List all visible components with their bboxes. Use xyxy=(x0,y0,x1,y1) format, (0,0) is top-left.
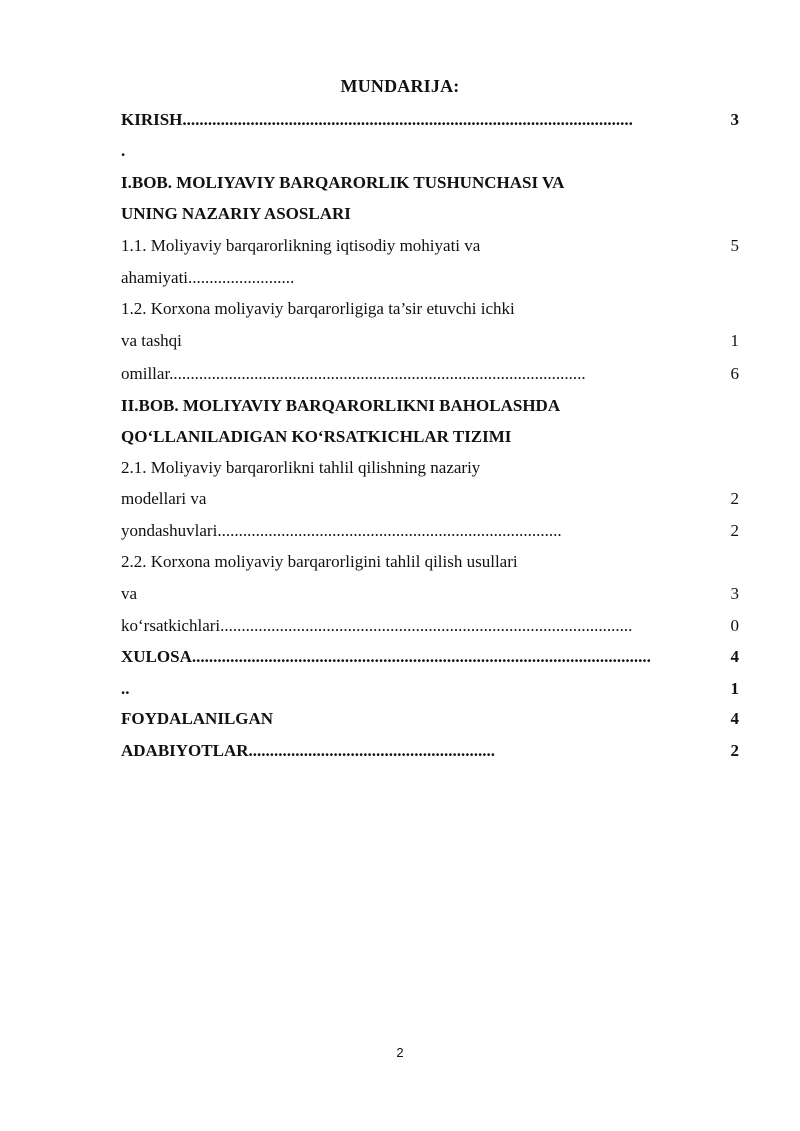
toc-entry-xulosa-continued: .. xyxy=(121,679,130,698)
toc-page-references-b: 2 xyxy=(730,741,739,760)
toc-heading: MUNDARIJA: xyxy=(340,76,460,96)
toc-section-2-1-line-3: yondashuvlari................................................................................. xyxy=(121,521,562,540)
toc-entry-references-line-2: ADABIYOTLAR.......................................................... xyxy=(121,741,496,760)
toc-section-2-2-line-2: va xyxy=(121,584,138,603)
toc-page-xulosa-b: 1 xyxy=(730,679,739,698)
toc-section-1-1-line-1: 1.1. Moliyaviy barqarorlikning iqtisodiy mohiyati va xyxy=(121,236,481,255)
toc-page-2-2-a: 3 xyxy=(730,584,739,603)
toc-section-2-2-line-3: ko‘rsatkichlari................................................................................................. xyxy=(121,616,633,635)
toc-page-xulosa-a: 4 xyxy=(730,647,739,666)
page-number: 2 xyxy=(396,1045,404,1060)
toc-section-1-2-line-2: va tashqi xyxy=(121,331,182,350)
toc-chapter-1-title-line-2: UNING NAZARIY ASOSLARI xyxy=(121,204,351,223)
toc-page-references-a: 4 xyxy=(730,709,739,728)
toc-page-1-2-a: 1 xyxy=(730,331,739,350)
toc-page-2-1-a: 2 xyxy=(730,489,739,508)
toc-section-1-1-line-2: ahamiyati......................... xyxy=(121,268,295,287)
toc-section-2-1-line-2: modellari va xyxy=(121,489,207,508)
toc-entry-kirish: KIRISH.......................................................................................................... xyxy=(121,110,633,129)
toc-page-1-1: 5 xyxy=(730,236,739,255)
toc-section-2-2-line-1: 2.2. Korxona moliyaviy barqarorligini tahlil qilish usullari xyxy=(121,552,518,571)
toc-page-kirish: 3 xyxy=(730,110,739,129)
toc-section-1-2-line-1: 1.2. Korxona moliyaviy barqarorligiga ta’sir etuvchi ichki xyxy=(121,299,515,318)
toc-page-1-2-b: 6 xyxy=(730,364,739,383)
toc-chapter-1-title-line-1: I.BOB. MOLIYAVIY BARQARORLIK TUSHUNCHASI VA xyxy=(121,173,565,192)
toc-page-2-2-b: 0 xyxy=(730,616,739,635)
toc-entry-xulosa: XULOSA............................................................................................................ xyxy=(121,647,651,666)
toc-chapter-2-title-line-2: QO‘LLANILADIGAN KO‘RSATKICHLAR TIZIMI xyxy=(121,427,512,446)
toc-entry-references-line-1: FOYDALANILGAN xyxy=(121,709,274,728)
toc-page-2-1-b: 2 xyxy=(730,521,739,540)
toc-chapter-2-title-line-1: II.BOB. MOLIYAVIY BARQARORLIKNI BAHOLASHDA xyxy=(121,396,561,415)
toc-section-2-1-line-1: 2.1. Moliyaviy barqarorlikni tahlil qilishning nazariy xyxy=(121,458,481,477)
toc-section-1-2-line-3: omillar.................................................................................................. xyxy=(121,364,586,383)
toc-stray-dot: . xyxy=(121,141,126,160)
